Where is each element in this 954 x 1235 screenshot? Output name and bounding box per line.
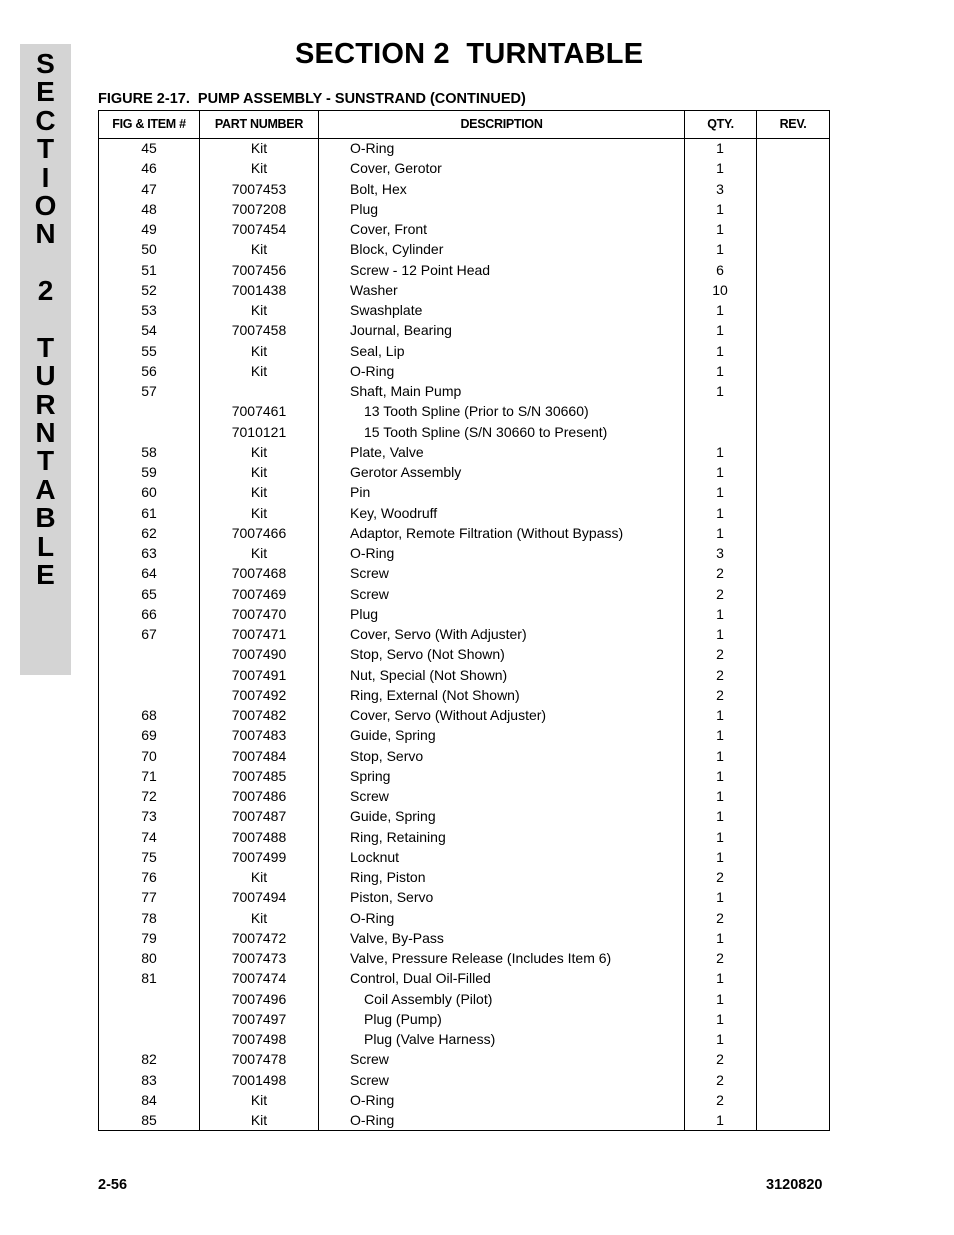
description: Cover, Servo (Without Adjuster) xyxy=(350,707,547,723)
part-number: Kit xyxy=(250,464,268,480)
item-number: 83 xyxy=(141,1071,157,1088)
part-number: Kit xyxy=(250,160,268,177)
part-number: 7001438 xyxy=(231,281,287,298)
side-tab-letter: B xyxy=(35,502,56,534)
item-number: 57 xyxy=(141,383,157,399)
table-row xyxy=(99,1009,829,1029)
item-number: 82 xyxy=(141,1051,157,1068)
part-number: 7010121 xyxy=(231,423,287,440)
side-tab-letter: T xyxy=(36,133,55,165)
part-number: 7007468 xyxy=(231,565,287,582)
quantity: 2 xyxy=(716,950,724,966)
description: Screw xyxy=(350,788,389,804)
part-number: Kit xyxy=(250,484,268,501)
table-row xyxy=(99,1070,829,1090)
table-row xyxy=(99,867,829,887)
description: Cover, Gerotor xyxy=(350,160,442,177)
quantity: 1 xyxy=(716,605,724,622)
part-number: Kit xyxy=(250,545,268,561)
description: Screw xyxy=(350,1051,389,1068)
item-number: 70 xyxy=(141,747,157,764)
part-number: Kit xyxy=(250,909,268,926)
quantity: 1 xyxy=(716,140,724,156)
item-number: 73 xyxy=(141,808,157,825)
quantity: 1 xyxy=(716,302,724,318)
quantity: 10 xyxy=(712,281,728,298)
part-number: 7001498 xyxy=(231,1071,287,1088)
quantity: 2 xyxy=(716,1051,724,1068)
part-number: Kit xyxy=(250,869,268,885)
part-number: Kit xyxy=(250,140,268,156)
side-tab-letter: R xyxy=(35,388,56,420)
quantity: 1 xyxy=(716,727,724,744)
table-row xyxy=(99,847,829,867)
table-row xyxy=(99,563,829,583)
part-number: 7007471 xyxy=(231,626,287,642)
part-number: 7007499 xyxy=(231,848,287,865)
description: O-Ring xyxy=(350,140,395,156)
header-description: DESCRIPTION xyxy=(460,117,543,131)
side-tab-letter: T xyxy=(36,445,55,477)
table-row xyxy=(99,280,829,300)
item-number: 62 xyxy=(141,524,157,541)
table-row xyxy=(99,604,829,624)
description: Valve, Pressure Release (Includes Item 6) xyxy=(350,950,612,966)
item-number: 78 xyxy=(141,909,157,926)
quantity: 1 xyxy=(716,848,724,865)
quantity: 2 xyxy=(716,565,724,582)
part-number: Kit xyxy=(250,362,268,379)
part-number: Kit xyxy=(250,443,268,460)
description: Screw xyxy=(350,1071,389,1088)
part-number: 7007456 xyxy=(231,261,287,278)
description: Bolt, Hex xyxy=(350,180,407,197)
document-number: 3120820 xyxy=(766,1177,823,1193)
description: Ring, Piston xyxy=(350,869,426,885)
description: Plug xyxy=(350,200,379,217)
side-tab-letter: I xyxy=(41,161,50,193)
description: Plate, Valve xyxy=(350,443,424,460)
description: 13 Tooth Spline (Prior to S/N 30660) xyxy=(364,403,589,420)
quantity: 1 xyxy=(716,322,724,339)
quantity: 1 xyxy=(716,990,724,1007)
page-number: 2-56 xyxy=(98,1177,128,1193)
quantity: 6 xyxy=(716,261,724,278)
side-tab-letter: E xyxy=(36,76,55,108)
part-number: 7007208 xyxy=(231,200,287,217)
item-number: 75 xyxy=(141,848,157,865)
description: Stop, Servo xyxy=(350,747,424,764)
part-number: Kit xyxy=(250,302,268,318)
table-row xyxy=(99,766,829,786)
table-row xyxy=(99,685,829,705)
header-qty: QTY. xyxy=(707,117,734,131)
quantity: 1 xyxy=(716,788,724,804)
item-number: 67 xyxy=(141,626,157,642)
table-row xyxy=(99,401,829,421)
table-row xyxy=(99,725,829,745)
item-number: 50 xyxy=(141,241,157,258)
table-body xyxy=(99,138,829,1130)
part-number: 7007466 xyxy=(231,524,287,541)
part-number: 7007453 xyxy=(231,180,287,197)
item-number: 65 xyxy=(141,585,157,602)
part-number: 7007458 xyxy=(231,322,287,339)
part-number: 7007472 xyxy=(231,929,287,946)
part-number: 7007483 xyxy=(231,727,287,744)
description: Coil Assembly (Pilot) xyxy=(364,990,493,1007)
item-number: 72 xyxy=(141,788,157,804)
part-number: 7007494 xyxy=(231,889,287,906)
item-number: 46 xyxy=(141,160,157,177)
item-number: 74 xyxy=(141,828,157,845)
table-row xyxy=(99,1090,829,1110)
table-header xyxy=(99,111,829,139)
table-row xyxy=(99,908,829,928)
item-number: 49 xyxy=(141,221,157,237)
quantity: 1 xyxy=(716,342,724,359)
table-row xyxy=(99,746,829,766)
side-tab-letter: C xyxy=(35,104,56,136)
item-number: 58 xyxy=(141,443,157,460)
table-row xyxy=(99,260,829,280)
description: Adaptor, Remote Filtration (Without Bypass) xyxy=(350,524,624,541)
quantity: 1 xyxy=(716,889,724,906)
part-number: Kit xyxy=(250,342,268,359)
description: Pin xyxy=(350,484,371,501)
part-number: 7007490 xyxy=(231,646,287,663)
description: Plug (Valve Harness) xyxy=(364,1031,496,1047)
description: Shaft, Main Pump xyxy=(350,383,462,399)
side-tab-letters xyxy=(20,50,71,589)
quantity: 1 xyxy=(716,241,724,258)
table-row xyxy=(99,300,829,320)
part-number: 7007473 xyxy=(231,950,287,966)
description: Guide, Spring xyxy=(350,808,436,825)
quantity: 1 xyxy=(716,808,724,825)
table-row xyxy=(99,806,829,826)
item-number: 45 xyxy=(141,140,157,156)
item-number: 79 xyxy=(141,929,157,946)
table-row xyxy=(99,624,829,644)
description: O-Ring xyxy=(350,1112,395,1128)
part-number: 7007497 xyxy=(231,1010,287,1027)
part-number: 7007454 xyxy=(231,221,287,237)
item-number: 71 xyxy=(141,767,157,784)
table-row xyxy=(99,887,829,907)
part-number: Kit xyxy=(250,1091,268,1108)
part-number: 7007498 xyxy=(231,1031,287,1047)
side-tab-letter: L xyxy=(36,530,55,562)
table-row xyxy=(99,584,829,604)
table-row xyxy=(99,1029,829,1049)
description: Plug (Pump) xyxy=(364,1010,442,1027)
description: Spring xyxy=(350,767,391,784)
table-row xyxy=(99,948,829,968)
description: Ring, Retaining xyxy=(350,828,446,845)
table-row xyxy=(99,422,829,442)
item-number: 81 xyxy=(141,970,157,987)
description: O-Ring xyxy=(350,1091,395,1108)
quantity: 1 xyxy=(716,929,724,946)
item-number: 77 xyxy=(141,889,157,906)
side-tab-letter: O xyxy=(34,189,57,221)
description: Screw xyxy=(350,565,389,582)
item-number: 51 xyxy=(141,261,157,278)
item-number: 64 xyxy=(141,565,157,582)
table-row xyxy=(99,665,829,685)
quantity: 2 xyxy=(716,686,724,703)
part-number: 7007484 xyxy=(231,747,287,764)
part-number: 7007478 xyxy=(231,1051,287,1068)
header-item: FIG & ITEM # xyxy=(112,117,186,131)
quantity: 1 xyxy=(716,1031,724,1047)
part-number: Kit xyxy=(250,504,268,521)
description: Ring, External (Not Shown) xyxy=(350,686,520,703)
table-row xyxy=(99,158,829,178)
table-row xyxy=(99,381,829,401)
part-number: 7007488 xyxy=(231,828,287,845)
item-number: 52 xyxy=(141,281,157,298)
figure-title: FIGURE 2-17. PUMP ASSEMBLY - SUNSTRAND (CONTINUED) xyxy=(98,91,526,107)
table-row xyxy=(99,219,829,239)
quantity: 3 xyxy=(716,545,724,561)
description: Stop, Servo (Not Shown) xyxy=(350,646,505,663)
side-tab-letter: E xyxy=(36,559,55,591)
parts-table xyxy=(98,110,830,1131)
quantity: 2 xyxy=(716,646,724,663)
section-title: SECTION 2 TURNTABLE xyxy=(295,38,644,70)
table-row xyxy=(99,543,829,563)
side-tab-letter: A xyxy=(35,473,56,505)
side-tab-letter: S xyxy=(36,48,55,79)
description: Locknut xyxy=(350,848,400,865)
quantity: 2 xyxy=(716,666,724,683)
quantity: 1 xyxy=(716,160,724,177)
table-row xyxy=(99,989,829,1009)
table-row xyxy=(99,827,829,847)
table-row xyxy=(99,503,829,523)
description: O-Ring xyxy=(350,362,395,379)
description: Gerotor Assembly xyxy=(350,464,462,480)
table-row xyxy=(99,361,829,381)
quantity: 2 xyxy=(716,1071,724,1088)
side-tab-letter: N xyxy=(35,218,56,250)
table-row xyxy=(99,482,829,502)
description: Nut, Special (Not Shown) xyxy=(350,666,508,683)
quantity: 1 xyxy=(716,221,724,237)
description: Cover, Servo (With Adjuster) xyxy=(350,626,527,642)
quantity: 1 xyxy=(716,484,724,501)
side-tab-letter xyxy=(20,249,71,277)
side-tab-letter: U xyxy=(35,360,56,392)
quantity: 1 xyxy=(716,200,724,217)
table-row xyxy=(99,523,829,543)
description: Guide, Spring xyxy=(350,727,436,744)
part-number: Kit xyxy=(250,241,268,258)
part-number: 7007461 xyxy=(231,403,287,420)
header-part-number: PART NUMBER xyxy=(214,117,304,131)
table-row xyxy=(99,462,829,482)
quantity: 1 xyxy=(716,443,724,460)
description: O-Ring xyxy=(350,909,395,926)
item-number: 60 xyxy=(141,484,157,501)
part-number: 7007482 xyxy=(231,707,287,723)
table-row xyxy=(99,968,829,988)
description: 15 Tooth Spline (S/N 30660 to Present) xyxy=(364,423,608,440)
table-row xyxy=(99,705,829,725)
table-row xyxy=(99,928,829,948)
description: Washer xyxy=(350,281,398,298)
table-row xyxy=(99,320,829,340)
item-number: 55 xyxy=(141,342,157,359)
description: Plug xyxy=(350,605,379,622)
description: Cover, Front xyxy=(350,221,428,237)
item-number: 54 xyxy=(141,322,157,339)
description: Block, Cylinder xyxy=(350,241,444,258)
item-number: 48 xyxy=(141,200,157,217)
table-row xyxy=(99,786,829,806)
item-number: 80 xyxy=(141,950,157,966)
part-number: 7007486 xyxy=(231,788,287,804)
description: Screw - 12 Point Head xyxy=(350,261,491,278)
part-number: 7007470 xyxy=(231,605,287,622)
quantity: 1 xyxy=(716,707,724,723)
quantity: 1 xyxy=(716,767,724,784)
quantity: 1 xyxy=(716,747,724,764)
description: Piston, Servo xyxy=(350,889,434,906)
description: Key, Woodruff xyxy=(350,504,438,521)
quantity: 1 xyxy=(716,504,724,521)
item-number: 68 xyxy=(141,707,157,723)
quantity: 2 xyxy=(716,869,724,885)
item-number: 47 xyxy=(141,180,157,197)
quantity: 3 xyxy=(716,180,724,197)
table-row xyxy=(99,1110,829,1130)
description: Journal, Bearing xyxy=(350,322,452,339)
part-number: 7007492 xyxy=(231,686,287,703)
side-tab-letter: 2 xyxy=(37,275,54,307)
quantity: 1 xyxy=(716,1112,724,1128)
section-side-tab xyxy=(20,44,71,675)
table-row xyxy=(99,341,829,361)
part-number: Kit xyxy=(250,1112,268,1128)
quantity: 2 xyxy=(716,909,724,926)
description: Swashplate xyxy=(350,302,423,318)
table-row xyxy=(99,138,829,158)
description: O-Ring xyxy=(350,545,395,561)
part-number: 7007485 xyxy=(231,767,287,784)
quantity: 1 xyxy=(716,828,724,845)
part-number: 7007474 xyxy=(231,970,287,987)
part-number: 7007469 xyxy=(231,585,287,602)
side-tab-letter: T xyxy=(36,331,55,363)
part-number: 7007496 xyxy=(231,990,287,1007)
quantity: 1 xyxy=(716,464,724,480)
item-number: 53 xyxy=(141,302,157,318)
side-tab-letter: N xyxy=(35,417,56,449)
part-number: 7007491 xyxy=(231,666,287,683)
part-number: 7007487 xyxy=(231,808,287,825)
table-row xyxy=(99,1049,829,1069)
item-number: 56 xyxy=(141,362,157,379)
item-number: 61 xyxy=(141,504,157,521)
item-number: 66 xyxy=(141,605,157,622)
description: Screw xyxy=(350,585,389,602)
item-number: 84 xyxy=(141,1091,157,1108)
description: Control, Dual Oil-Filled xyxy=(350,970,491,987)
item-number: 59 xyxy=(141,464,157,480)
header-rev: REV. xyxy=(779,117,807,131)
item-number: 63 xyxy=(141,545,157,561)
quantity: 2 xyxy=(716,1091,724,1108)
description: Valve, By-Pass xyxy=(350,929,444,946)
quantity: 1 xyxy=(716,970,724,987)
table-row xyxy=(99,239,829,259)
quantity: 1 xyxy=(716,626,724,642)
table-row xyxy=(99,179,829,199)
quantity: 1 xyxy=(716,362,724,379)
item-number: 76 xyxy=(141,869,157,885)
table-row xyxy=(99,442,829,462)
item-number: 69 xyxy=(141,727,157,744)
quantity: 1 xyxy=(716,383,724,399)
description: Seal, Lip xyxy=(350,342,405,359)
table-row xyxy=(99,199,829,219)
table-row xyxy=(99,644,829,664)
quantity: 2 xyxy=(716,585,724,602)
quantity: 1 xyxy=(716,524,724,541)
side-tab-letter xyxy=(20,306,71,334)
quantity: 1 xyxy=(716,1010,724,1027)
item-number: 85 xyxy=(141,1112,157,1128)
